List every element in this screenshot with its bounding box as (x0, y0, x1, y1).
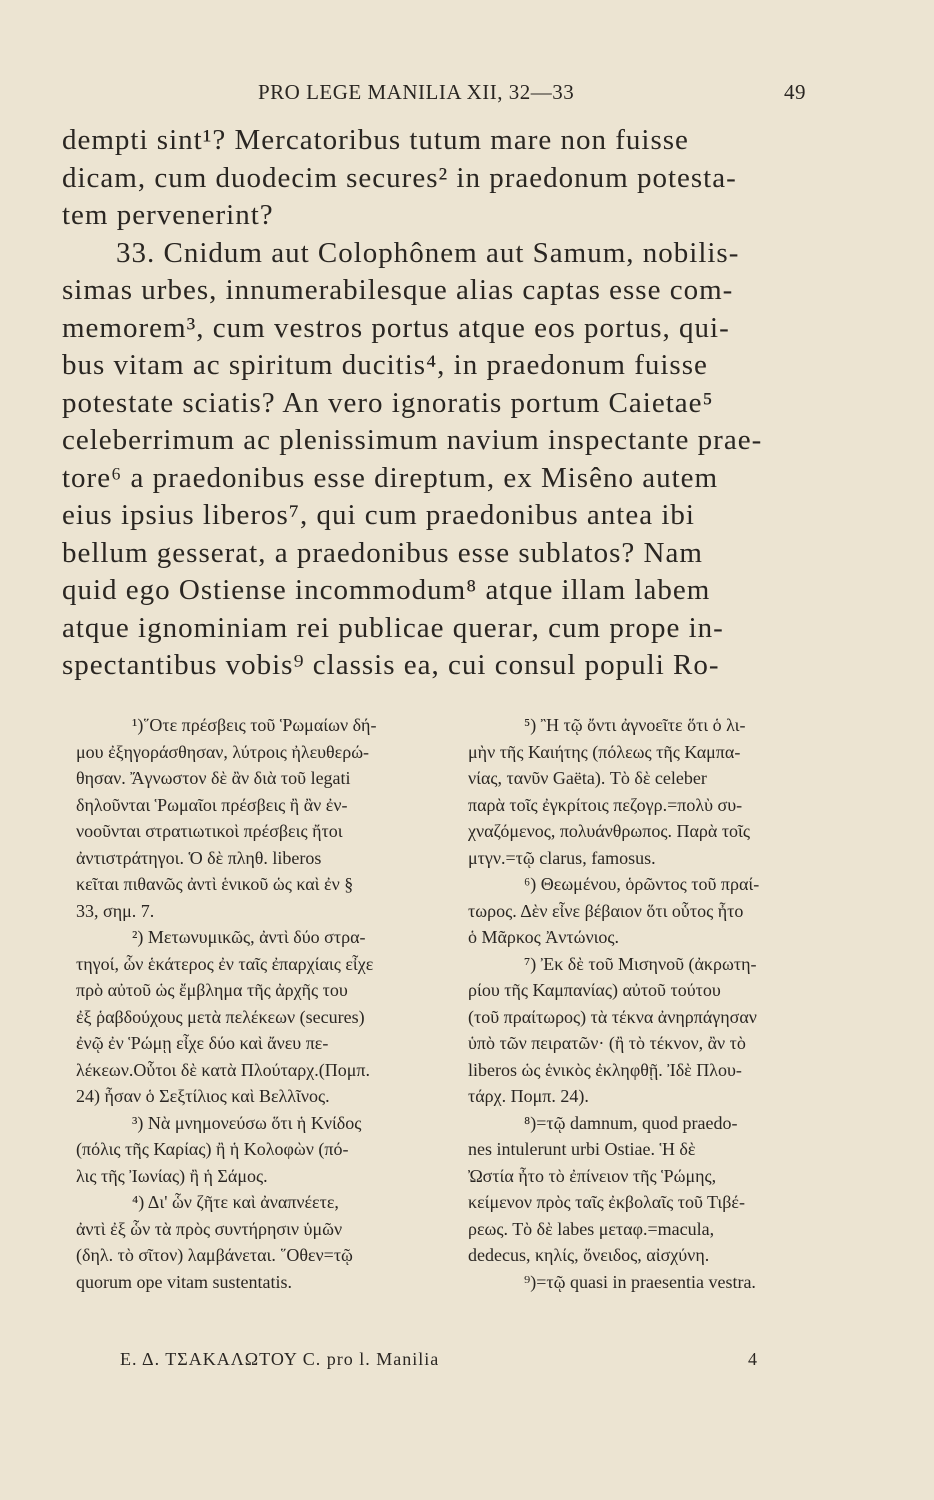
footnotes (76, 712, 836, 1348)
main-text-line: dempti sint¹? Mercatoribus tutum mare non fuisse (62, 124, 689, 156)
footnote-line: ἀντὶ ἐξ ὧν τὰ πρὸς συντήρησιν ὑμῶν (76, 1218, 343, 1239)
footnote-line: Ὠστία ἦτο τὸ ἐπίνειον τῆς Ῥώμης, (468, 1165, 717, 1186)
running-title: PRO LEGE MANILIA XII, 32—33 (258, 80, 575, 104)
footnote-line: κεῖται πιθανῶς ἀντὶ ἑνικοῦ ὡς καὶ ἐν § (76, 874, 354, 894)
main-text-line: quid ego Ostiense incommodum⁸ atque illam labem (62, 574, 711, 606)
footnote-line: χναζόμενος, πολυάνθρωπος. Παρὰ τοῖς (468, 821, 751, 841)
footnote-line: ρίου τῆς Καμπανίας) αὐτοῦ τούτου (468, 980, 721, 1000)
main-text-line: atque ignominiam rei publicae querar, cum prope in- (62, 611, 724, 644)
footnote-line: quorum ope vitam sustentatis. (76, 1271, 292, 1292)
footnote-line: ⁷) Ἐκ δὲ τοῦ Μισηνοῦ (ἀκρωτη- (524, 953, 757, 974)
main-text-line: tore⁶ a praedonibus esse direptum, ex Misêno autem (62, 461, 719, 494)
footnote-line: λις τῆς Ἰωνίας) ἢ ἡ Σάμος. (76, 1165, 268, 1186)
main-text-line: spectantibus vobis⁹ classis ea, cui consul populi Ro- (62, 649, 720, 681)
main-text (62, 122, 810, 685)
footnote-line: 24) ἦσαν ὁ Σεξτίλιος καὶ Βελλῖνος. (76, 1086, 330, 1106)
footnote-line: θησαν. Ἄγνωστον δὲ ἂν διὰ τοῦ legati (76, 768, 351, 788)
footnote-line: ἐνῷ ἐν Ῥώμῃ εἶχε δύο καὶ ἄνευ πε- (76, 1033, 329, 1053)
signature-text: Ε. Δ. ΤΣΑΚΑΛΩΤΟΥ C. pro l. Manilia (120, 1349, 440, 1369)
footnote-line: ⁶) Θεωμένου, ὁρῶντος τοῦ πραί- (524, 874, 760, 894)
footnote-line: ³) Νὰ μνημονεύσω ὅτι ἡ Κνίδος (132, 1112, 362, 1133)
printer-signature (120, 1349, 758, 1370)
main-text-line: potestate sciatis? An vero ignoratis portum Caietae⁵ (62, 386, 714, 419)
footnote-line: 33, σημ. 7. (76, 900, 155, 921)
footnote-line: ²) Μετωνυμικῶς, ἀντὶ δύο στρα- (132, 927, 366, 947)
main-text-line: bus vitam ac spiritum ducitis⁴, in praedonum fuisse (62, 349, 708, 381)
footnote-line: δηλοῦνται Ῥωμαῖοι πρέσβεις ἢ ἂν ἐν- (76, 794, 348, 815)
main-text-line: eius ipsius liberos⁷, qui cum praedonibus antea ibi (62, 499, 695, 531)
main-text-line: 33. Cnidum aut Colophônem aut Samum, nobilis- (116, 236, 740, 269)
footnotes-right-column (468, 712, 826, 1295)
main-text-line: simas urbes, innumerabilesque alias captas esse com- (62, 274, 734, 306)
main-text-line: memorem³, cum vestros portus atque eos portus, qui- (62, 311, 730, 344)
footnote-line: τωρος. Δὲν εἶνε βέβαιον ὅτι οὗτος ἦτο (468, 900, 744, 921)
footnote-line: ἀντιστράτηγοι. Ὁ δὲ πληθ. liberos (76, 847, 322, 868)
footnote-line: τηγοί, ὧν ἑκάτερος ἐν ταῖς ἐπαρχίαις εἶχε (76, 953, 374, 974)
main-text-line: celeberrimum ac plenissimum navium inspectante prae- (62, 424, 763, 456)
signature-sheet-number: 4 (748, 1349, 758, 1369)
footnote-line: λέκεων.Οὗτοι δὲ κατὰ Πλούταρχ.(Πομπ. (76, 1059, 370, 1080)
footnote-line: liberos ὡς ἑνικὸς ἐκληφθῇ. Ἰδὲ Πλου- (468, 1059, 742, 1080)
main-text-line: dicam, cum duodecim secures² in praedonum potesta- (62, 161, 737, 194)
footnote-line: ὑπὸ τῶν πειρατῶν· (ἢ τὸ τέκνον, ἂν τὸ (468, 1033, 746, 1053)
footnote-line: ⁴) Δι' ὧν ζῆτε καὶ ἀναπνέετε, (132, 1192, 339, 1212)
footnote-line: nes intulerunt urbi Ostiae. Ἡ δὲ (468, 1139, 696, 1159)
footnote-line: ¹)῞Οτε πρέσβεις τοῦ Ῥωμαίων δή- (132, 715, 377, 735)
main-text-line: bellum gesserat, a praedonibus esse sublatos? Nam (62, 536, 703, 569)
footnote-line: τάρχ. Πομπ. 24). (468, 1086, 589, 1106)
footnote-line: ρεως. Τὸ δὲ labes μεταφ.=macula, (468, 1218, 715, 1239)
footnote-line: ἐξ ῥαβδούχους μετὰ πελέκεων (secures) (76, 1006, 365, 1027)
footnote-line: μὴν τῆς Καιήτης (πόλεως τῆς Καμπα- (468, 741, 741, 762)
footnote-line: dedecus, κηλίς, ὄνειδος, αἰσχύνη. (468, 1245, 710, 1265)
footnote-line: ⁹)=τῷ quasi in praesentia vestra. (524, 1271, 756, 1292)
footnote-line: (πόλις τῆς Καρίας) ἢ ἡ Κολοφὼν (πό- (76, 1139, 349, 1159)
footnote-line: (δηλ. τὸ σῖτον) λαμβάνεται. ῞Οθεν=τῷ (76, 1245, 353, 1265)
footnote-line: ⁵) Ἢ τῷ ὄντι ἀγνοεῖτε ὅτι ὁ λι- (524, 715, 746, 735)
footnotes-left-column (76, 712, 434, 1295)
footnote-line: πρὸ αὐτοῦ ὡς ἔμβλημα τῆς ἀρχῆς του (76, 980, 348, 1000)
footnote-line: κείμενον πρὸς ταῖς ἐκβολαῖς τοῦ Τιβέ- (468, 1192, 745, 1212)
footnote-line: νοοῦνται στρατιωτικοὶ πρέσβεις ἤτοι (76, 821, 343, 841)
footnote-line: (τοῦ πραίτωρος) τὰ τέκνα ἀνηρπάγησαν (468, 1006, 757, 1027)
footnote-line: παρὰ τοῖς ἐγκρίτοις πεζογρ.=πολὺ συ- (468, 794, 743, 815)
footnote-line: ⁸)=τῷ damnum, quod praedo- (524, 1112, 738, 1133)
page-number: 49 (784, 80, 806, 104)
footnote-line: νίας, τανῦν Gaëta). Τὸ δὲ celeber (468, 768, 707, 788)
footnote-line: ὁ Μᾶρκος Ἀντώνιος. (468, 927, 620, 947)
footnote-line: μτγν.=τῷ clarus, famosus. (468, 847, 656, 868)
main-text-line: tem pervenerint? (62, 199, 274, 231)
footnote-line: μου ἐξηγοράσθησαν, λύτροις ἠλευθερώ- (76, 741, 370, 762)
